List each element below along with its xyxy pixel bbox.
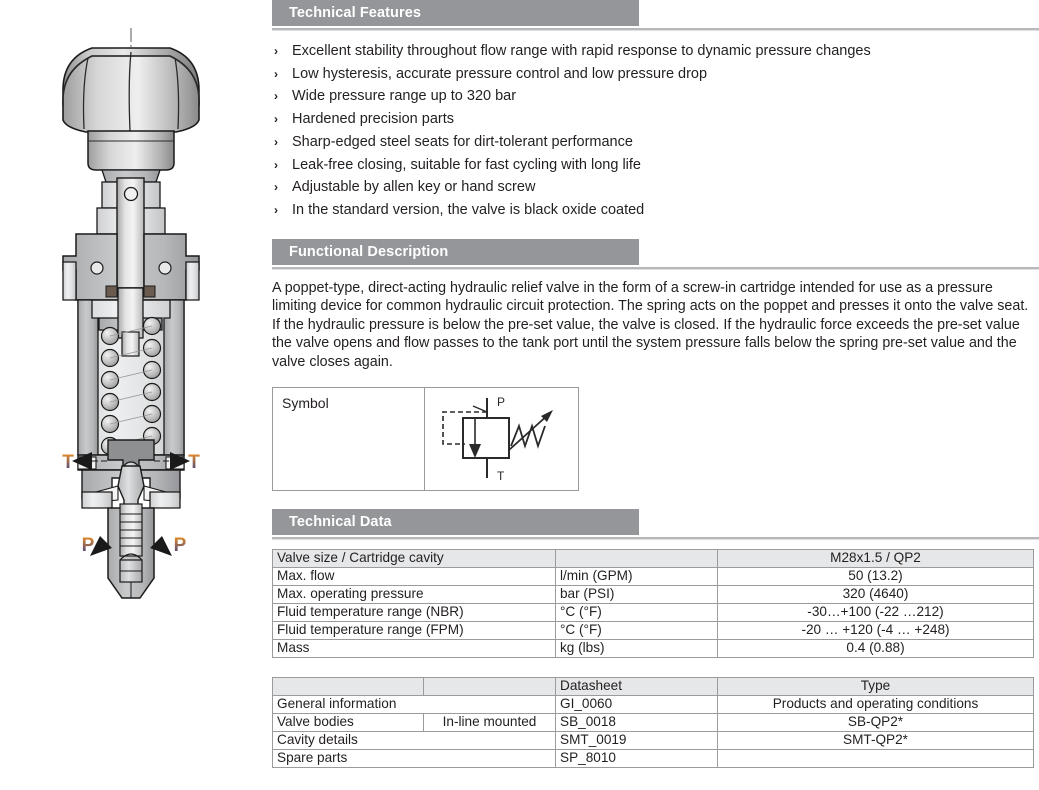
- cell-name: Valve bodies: [273, 713, 424, 731]
- cell-param: Max. operating pressure: [273, 585, 556, 603]
- cell-type: SMT-QP2*: [718, 731, 1034, 749]
- table-row: [273, 567, 1034, 585]
- functional-description-bar: [272, 239, 639, 265]
- feature-text: In the standard version, the valve is black oxide coated: [292, 201, 645, 218]
- cell-unit: °C (°F): [556, 621, 718, 639]
- chevron-right-icon: ›: [274, 44, 278, 58]
- cell-value: 320 (4640): [718, 585, 1034, 603]
- feature-text: Wide pressure range up to 320 bar: [292, 88, 517, 105]
- cell-type: Products and operating conditions: [718, 695, 1034, 713]
- cell-datasheet: GI_0060: [556, 695, 718, 713]
- valve-cross-section-drawing: [0, 0, 262, 790]
- cell-param: Mass: [273, 639, 556, 657]
- feature-text: Leak-free closing, suitable for fast cycling with long life: [292, 156, 641, 173]
- table-row: [273, 549, 1034, 567]
- feature-item: [272, 176, 1039, 199]
- feature-item: [272, 40, 1039, 63]
- symbol-box: [272, 387, 579, 491]
- technical-features-list: [272, 40, 1039, 222]
- cell-datasheet-header: Datasheet: [556, 677, 718, 695]
- table-row: [273, 585, 1034, 603]
- feature-item: [272, 154, 1039, 177]
- chevron-right-icon: ›: [274, 202, 278, 217]
- cell-value: 0.4 (0.88): [718, 639, 1034, 657]
- cell-sub: In-line mounted: [424, 713, 556, 731]
- cell-type: SB-QP2*: [718, 713, 1034, 731]
- header-rule: [272, 267, 1039, 269]
- port-t-left-label: T: [62, 452, 74, 473]
- port-p-left-label: P: [81, 535, 95, 556]
- table-row: [273, 695, 1034, 713]
- cell-unit: °C (°F): [556, 603, 718, 621]
- table-row: [273, 749, 1034, 767]
- chevron-right-icon: ›: [274, 112, 278, 127]
- feature-text: Hardened precision parts: [292, 111, 455, 128]
- cell-value: 50 (13.2): [718, 567, 1034, 585]
- symbol-label: Symbol: [273, 388, 425, 490]
- table-row: [273, 731, 1034, 749]
- feature-item: [272, 131, 1039, 154]
- section-header-technical-features: [272, 0, 1039, 26]
- table-row: [273, 621, 1034, 639]
- cell-unit: [556, 549, 718, 567]
- chevron-right-icon: ›: [274, 180, 278, 195]
- table-row: [273, 639, 1034, 657]
- cell-param: Fluid temperature range (FPM): [273, 621, 556, 639]
- hex-knob: [63, 48, 199, 170]
- chevron-right-icon: ›: [274, 89, 278, 104]
- header-rule: [272, 28, 1039, 30]
- datasheet-content: [272, 0, 1039, 790]
- feature-text: Sharp-edged steel seats for dirt-tolerant performance: [292, 133, 633, 150]
- cell-unit: l/min (GPM): [556, 567, 718, 585]
- cell-datasheet: SP_8010: [556, 749, 718, 767]
- technical-features-bar: [272, 0, 639, 26]
- port-p-right-label: P: [173, 535, 187, 556]
- header-rule: [272, 537, 1039, 539]
- feature-text: Excellent stability throughout flow range with rapid response to dynamic pressure changes: [292, 43, 871, 59]
- cell-datasheet: SMT_0019: [556, 731, 718, 749]
- chevron-right-icon: ›: [274, 157, 278, 172]
- cell-param: Fluid temperature range (NBR): [273, 603, 556, 621]
- symbol-port-p-label: P: [497, 394, 506, 409]
- hydraulic-relief-valve-symbol-svg: [425, 388, 578, 490]
- feature-item: [272, 199, 1039, 222]
- symbol-port-t-label: T: [497, 468, 505, 483]
- cell-value: -20 … +120 (-4 … +248): [718, 621, 1034, 639]
- technical-data-title: Technical Data: [289, 513, 392, 530]
- cell-blank-2: [424, 677, 556, 695]
- cell-type: [718, 749, 1034, 767]
- cell-value: -30…+100 (-22 …212): [718, 603, 1034, 621]
- cell-name: General information: [273, 695, 556, 713]
- chevron-right-icon: ›: [274, 66, 278, 81]
- functional-description-text: A poppet-type, direct-acting hydraulic relief valve in the form of a screw-in cartridge intended for use as a pressure limiting device for common hydraulic circuit protection. The spring acts on the poppet and presses it onto the valve seat. If the hydraulic pressure is below the pre-set value, the valve is closed. If the hydraulic force exceeds the pre-set value the valve opens and flow passes to the tank port until the system pressure falls below the spring pre-set value and the valve closes again.: [272, 279, 1029, 370]
- symbol-graphic: [425, 388, 578, 490]
- cell-name: Spare parts: [273, 749, 556, 767]
- cell-value: M28x1.5 / QP2: [718, 549, 1034, 567]
- feature-text: Low hysteresis, accurate pressure control and low pressure drop: [292, 65, 708, 82]
- table-row: [273, 603, 1034, 621]
- valve-drawing-svg: [0, 0, 262, 790]
- cell-blank-1: [273, 677, 424, 695]
- port-p-right-marker: [150, 535, 187, 556]
- cell-param: Valve size / Cartridge cavity: [273, 549, 556, 567]
- cell-name: Cavity details: [273, 731, 556, 749]
- spring-chamber: [78, 288, 184, 455]
- port-t-right-label: T: [188, 452, 200, 473]
- cell-datasheet: SB_0018: [556, 713, 718, 731]
- section-header-functional-description: [272, 239, 1039, 265]
- table-header-row: [273, 677, 1034, 695]
- cell-unit: bar (PSI): [556, 585, 718, 603]
- datasheet-reference-table: [272, 677, 1034, 768]
- cell-unit: kg (lbs): [556, 639, 718, 657]
- table-row: [273, 713, 1034, 731]
- feature-text: Adjustable by allen key or hand screw: [292, 179, 536, 196]
- chevron-right-icon: ›: [274, 134, 278, 149]
- technical-data-bar: [272, 509, 639, 535]
- feature-item: [272, 63, 1039, 86]
- section-header-technical-data: [272, 509, 1039, 535]
- functional-description-title: Functional Description: [289, 243, 449, 260]
- cartridge-nose: [108, 504, 154, 598]
- feature-item: [272, 85, 1039, 108]
- feature-item: [272, 108, 1039, 131]
- cell-type-header: Type: [718, 677, 1034, 695]
- technical-features-title: Technical Features: [289, 5, 422, 21]
- cell-param: Max. flow: [273, 567, 556, 585]
- technical-data-table: [272, 549, 1034, 658]
